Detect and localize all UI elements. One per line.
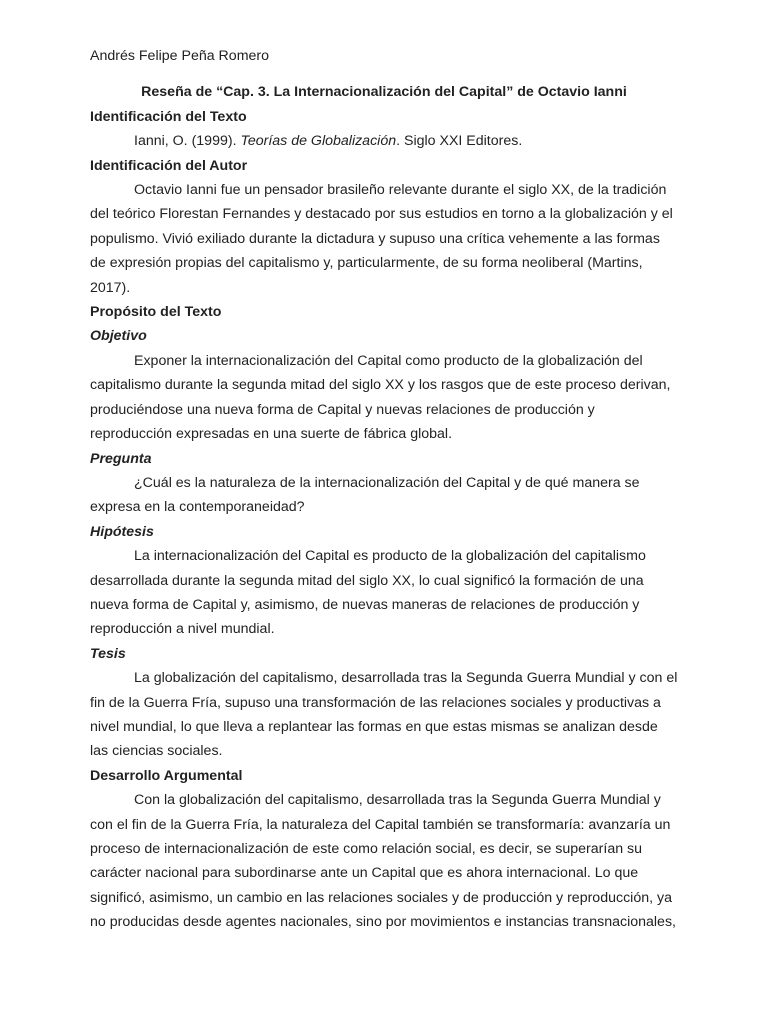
paragraph-tesis: La globalización del capitalismo, desarrollada tras la Segunda Guerra Mundial y con el fin de la Guerra Fría, supuso una transformación de las relaciones sociales y productivas a nivel mundial, lo que lleva a replantear las formas en que estas mismas se analizan desde las ciencias sociales. — [90, 670, 678, 760]
paragraph-objetivo: Exponer la internacionalización del Capital como producto de la globalización del capitalismo durante la segunda mitad del siglo XX y los rasgos que de este proceso derivan, produciéndose una nueva forma de Capital y nuevas relaciones de producción y reproducción expresadas en una suerte de fábrica global. — [90, 352, 671, 443]
reference-book-title: Teorías de Globalización — [240, 133, 397, 150]
heading-desarrollo-argumental: Desarrollo Argumental — [90, 767, 243, 784]
bibliographic-reference — [90, 129, 678, 153]
paragraph-hipotesis: La internacionalización del Capital es producto de la globalización del capitalismo desarrollada durante la segunda mitad del siglo XX, lo cual significó la formación de una nueva forma de Capital y, asimismo, de nuevas maneras de relaciones de producción y reproducción a nivel mundial. — [90, 548, 646, 638]
heading-hipotesis: Hipótesis — [90, 523, 154, 540]
reference-publisher: . Siglo XXI Editores. — [396, 133, 523, 150]
paragraph-pregunta: ¿Cuál es la naturaleza de la internacionalización del Capital y de qué manera se expresa en la contemporaneidad? — [90, 474, 640, 516]
author-name: Andrés Felipe Peña Romero — [90, 48, 270, 64]
heading-objetivo: Objetivo — [90, 328, 147, 345]
heading-identificacion-texto: Identificación del Texto — [90, 108, 247, 125]
document-page — [90, 44, 678, 935]
paragraph-identificacion-autor: Octavio Ianni fue un pensador brasileño relevante durante el siglo XX, de la tradición del teórico Florestan Fernandes y destacado por sus estudios en torno a la globalización y el populismo. Vivió exiliado durante la dictadura y supuso una crítica vehemente a las formas de expresión propias del capitalismo y, particularmente, de su forma neoliberal (Martins, 2017). — [90, 182, 673, 296]
heading-tesis: Tesis — [90, 645, 126, 662]
heading-proposito: Propósito del Texto — [90, 304, 222, 321]
heading-pregunta: Pregunta — [90, 450, 152, 467]
document-title: Reseña de “Cap. 3. La Internacionalización del Capital” de Octavio Ianni — [141, 84, 627, 101]
heading-identificacion-autor: Identificación del Autor — [90, 157, 248, 174]
paragraph-desarrollo-argumental: Con la globalización del capitalismo, desarrollada tras la Segunda Guerra Mundial y con el fin de la Guerra Fría, la naturaleza del Capital también se transformaría: avanzaría un proceso de internacionalización de este como relación social, es decir, se superarían su carácter nacional para subordinarse ante un Capital que es ahora internacional. Lo que significó, asimismo, un cambio en las relaciones sociales y de producción y reproducción, ya no producidas desde agentes nacionales, sino por movimientos e instancias transnacionales, — [90, 792, 676, 931]
reference-author-year: Ianni, O. (1999). — [134, 133, 241, 150]
